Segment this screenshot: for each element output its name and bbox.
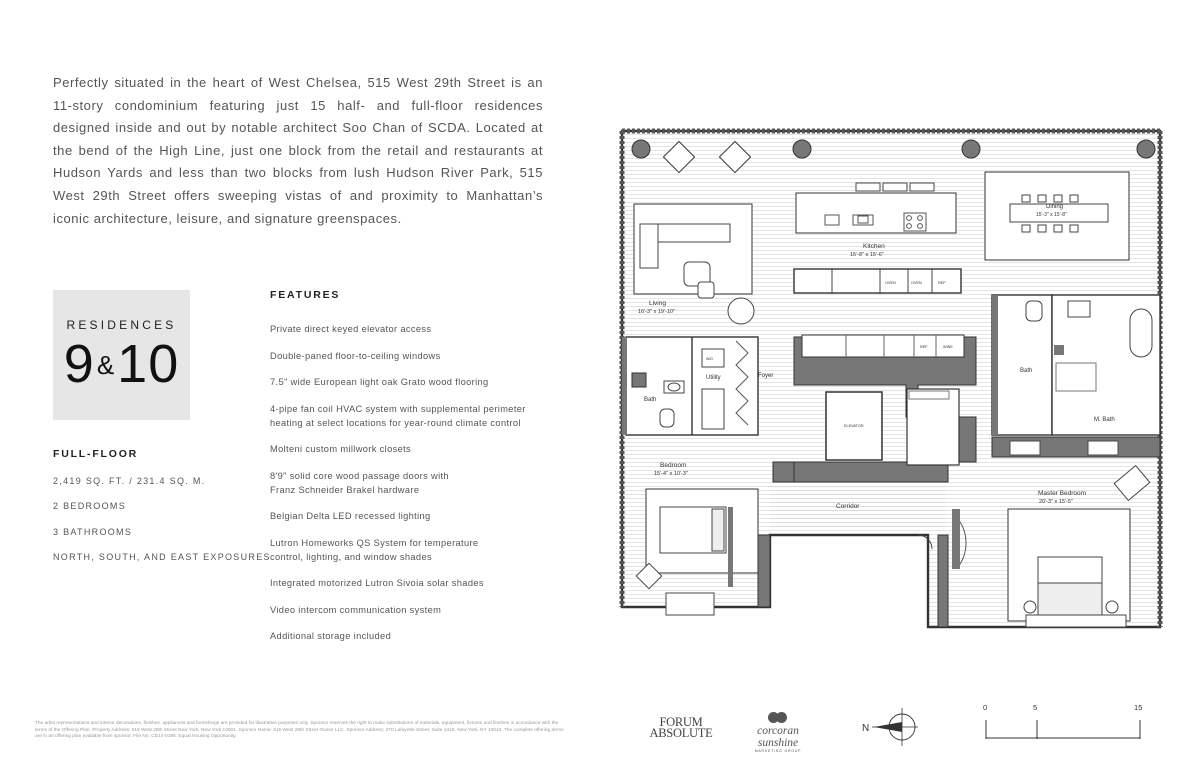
feature-item: Lutron Homeworks QS System for temperature control, lighting, and window shades xyxy=(270,537,479,562)
living-name: Living xyxy=(649,300,666,307)
corcoran-mark-icon xyxy=(768,712,788,724)
residences-number xyxy=(53,334,190,395)
bedroom-name: Bedroom xyxy=(660,462,687,469)
appliance-label: REF xyxy=(920,345,928,349)
master-bedroom-name: Master Bedroom xyxy=(1038,490,1087,497)
full-floor-item: 2 BEDROOMS xyxy=(53,501,127,512)
feature-item: Belgian Delta LED recessed lighting xyxy=(270,511,431,521)
floor-plan xyxy=(618,127,1164,633)
full-floor-list xyxy=(53,476,271,578)
residence-ampersand: & xyxy=(96,350,116,380)
residence-number-right: 10 xyxy=(117,334,180,394)
appliance-label: W/D xyxy=(706,357,713,361)
appliance-label: WINE xyxy=(943,345,953,349)
scale-bar xyxy=(978,700,1146,744)
foyer-name: Foyer xyxy=(758,373,774,379)
full-floor-item: 2,419 SQ. FT. / 231.4 SQ. M. xyxy=(53,476,206,486)
utility-name: Utility xyxy=(706,375,721,381)
kitchen-name: Kitchen xyxy=(863,243,885,250)
scale-label: 5 xyxy=(1033,703,1038,712)
full-floor-title: FULL-FLOOR xyxy=(53,448,139,460)
dining-name: Dining xyxy=(1046,204,1064,210)
features-title: FEATURES xyxy=(270,289,341,301)
full-floor-item: NORTH, SOUTH, AND EAST EXPOSURES xyxy=(53,552,271,563)
corcoran-logo-sub: MARKETING GROUP xyxy=(754,749,802,753)
corcoran-sunshine-logo xyxy=(736,712,820,754)
appliance-label: OVEN xyxy=(911,281,922,285)
legal-disclaimer: The artist representations and interior decorations, finishes, appliances and furnishings are provided for illustrative purposes only. Sponsor reserves the right to make substitutions of materials, equipment, fixtures and finishes in accordance with the terms of the Offering Plan. Property Address: 515 West 29th Street New York, New York 10001. Sponsor Name: 515 West 29th Street Owner LLC. Sponsor Address: 270 Lafayette Street, Suite 1410, New York, NY 10012. The complete offering terms are in an offering plan available from sponsor. File No. CD14-0186. Equal Housing Opportunity. xyxy=(35,721,564,739)
residence-number-left: 9 xyxy=(63,334,95,394)
forum-logo-line2: ABSOLUTE xyxy=(649,726,713,740)
master-bath-name: M. Bath xyxy=(1094,417,1115,423)
dining-area xyxy=(985,172,1129,260)
corridor-name: Corridor xyxy=(836,503,860,510)
appliance-label: REF xyxy=(938,281,946,285)
full-floor-item: 3 BATHROOMS xyxy=(53,526,133,537)
living-dimensions: 16'-3" x 19'-10" xyxy=(638,309,675,315)
feature-item: 8'9" solid core wood passage doors with Franz Schneider Brakel hardware xyxy=(270,470,449,495)
feature-item: 7.5" wide European light oak Grato wood flooring xyxy=(270,377,489,387)
scale-label: 0 xyxy=(983,703,988,712)
master-bedroom-dimensions: 20'-3" x 15'-5" xyxy=(1039,499,1073,505)
bath-utility-suite xyxy=(622,337,773,435)
north-label: N xyxy=(862,723,870,734)
feature-item: Video intercom communication system xyxy=(270,604,442,615)
feature-item: Molteni custom millwork closets xyxy=(270,444,412,454)
residences-badge xyxy=(53,290,190,420)
feature-item: 4-pipe fan coil HVAC system with supplemental perimeter heating at select locations for year-round climate control xyxy=(270,403,526,428)
intro-paragraph: Perfectly situated in the heart of West Chelsea, 515 West 29th Street is an 11-story condominium featuring just 15 half- and full-floor residences designed inside and out by notable architect Soo Chan of SCDA. Located at the bend of the High Line, just one block from the retail and restaurants at Hudson Yards and less than two blocks from lush Hudson River Park, 515 West 29th Street offers sweeping vistas of and proximity to Manhattan’s iconic architecture, leisure, and signature greenspaces. xyxy=(53,75,543,226)
forum-absolute-logo xyxy=(646,717,716,739)
bath-name: Bath xyxy=(644,397,657,403)
feature-item: Additional storage included xyxy=(270,631,392,641)
residences-label: RESIDENCES xyxy=(66,318,177,332)
dining-dimensions: 15'-3" x 15'-8" xyxy=(1036,212,1067,218)
scale-label: 15 xyxy=(1134,703,1143,712)
kitchen-dimensions: 15'-8" x 15'-6" xyxy=(850,252,884,258)
appliance-label: OVEN xyxy=(885,281,896,285)
bath-2-name: Bath xyxy=(1020,368,1033,374)
feature-item: Private direct keyed elevator access xyxy=(270,324,432,334)
feature-item: Double-paned floor-to-ceiling windows xyxy=(270,350,441,361)
north-arrow-icon xyxy=(858,706,924,748)
corridor xyxy=(770,483,948,627)
bedroom-dimensions: 15'-4" x 10'-3" xyxy=(654,471,688,477)
feature-item: Integrated motorized Lutron Sivoia solar shades xyxy=(270,578,484,588)
corcoran-logo-name: corcoran sunshine xyxy=(757,725,799,749)
forum-logo-line1: FORUM xyxy=(659,715,703,729)
elevator-label: ELEVATOR xyxy=(844,424,864,428)
features-list xyxy=(270,322,570,656)
